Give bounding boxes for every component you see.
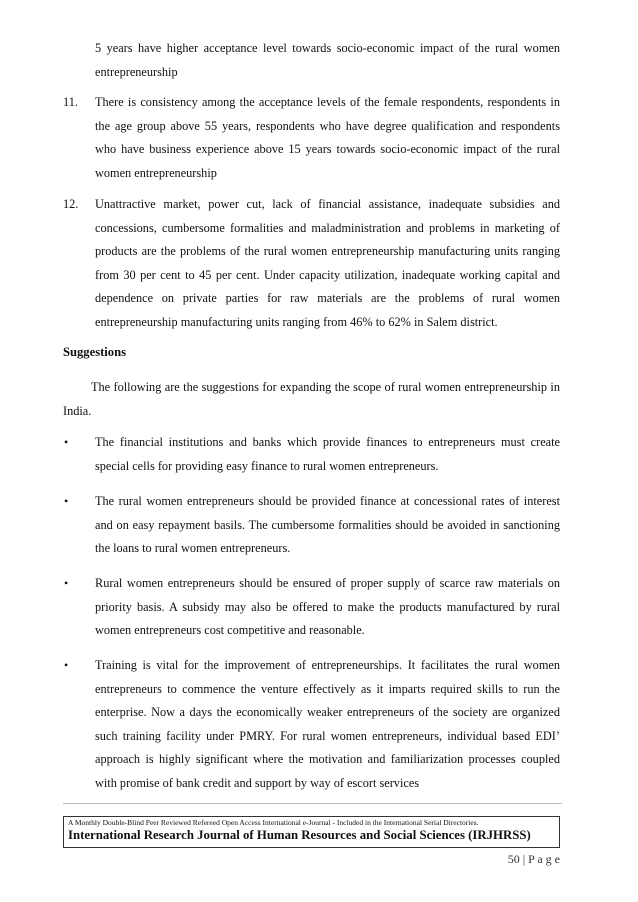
suggestions-intro: The following are the suggestions for expanding the scope of rural women entrepreneurship in India. <box>63 380 560 418</box>
item-11-number: 11. <box>63 95 78 109</box>
bullet-item-3: Rural women entrepreneurs should be ensured of proper supply of scarce raw materials on priority basis. A subsidy may also be offered to make the products manufactured by rural women entrepreneurs cost competitive and reasonable. <box>95 576 560 638</box>
footer-divider <box>63 803 562 804</box>
bullet-item-2: The rural women entrepreneurs should be provided finance at concessional rates of interest and on easy repayment basils. The cumbersome formalities should be avoided in sanctioning the loans to rural women entrepreneurs. <box>95 494 560 556</box>
item-12-number: 12. <box>63 197 79 211</box>
journal-footer <box>63 816 560 848</box>
bullet-icon: • <box>64 494 69 508</box>
bullet-item-1: The financial institutions and banks which provide finances to entrepreneurs must create special cells for providing easy finance to rural women entrepreneurs. <box>95 435 560 473</box>
bullet-icon: • <box>64 435 69 449</box>
bullet-icon: • <box>64 576 69 590</box>
suggestions-heading: Suggestions <box>63 345 126 359</box>
item-12-text: Unattractive market, power cut, lack of financial assistance, inadequate subsidies and concessions, cumbersome formalities and maladministration and problems in marketing of products are the problems of the rural women entrepreneurship manufacturing units ranging from 30 per cent to 45 per cent. Under capacity utilization, inadequate working capital and dependence on private parties for raw materials are the problems of rural women entrepreneurship manufacturing units ranging from 46% to 62% in Salem district. <box>95 197 560 329</box>
journal-name: International Research Journal of Human Resources and Social Sciences (IRJHRSS) <box>68 828 531 842</box>
bullet-icon: • <box>64 658 69 672</box>
item-11-text: There is consistency among the acceptance levels of the female respondents, respondents in the age group above 55 years, respondents who have degree qualification and respondents who have business experience above 15 years towards socio-economic impact of the rural women entrepreneurship <box>95 95 560 180</box>
continuation-paragraph: 5 years have higher acceptance level towards socio-economic impact of the rural women entrepreneurship <box>95 41 560 79</box>
journal-description: A Monthly Double-Blind Peer Reviewed Refereed Open Access International e-Journal - Included in the International Serial Directories. <box>68 818 479 827</box>
bullet-item-4: Training is vital for the improvement of entrepreneurships. It facilitates the rural women entrepreneurs to commence the venture effectively as it imparts required skills to run the enterprise. Now a days the economically weaker entrepreneurs of the society are organized such training facility under PMRY. For rural women entrepreneurs, individual based EDI’ approach is highly significant where the motivation and familiarization processes coupled with promise of bank credit and support by way of escort services <box>95 658 560 790</box>
page-number: 50 | P a g e <box>507 852 560 866</box>
